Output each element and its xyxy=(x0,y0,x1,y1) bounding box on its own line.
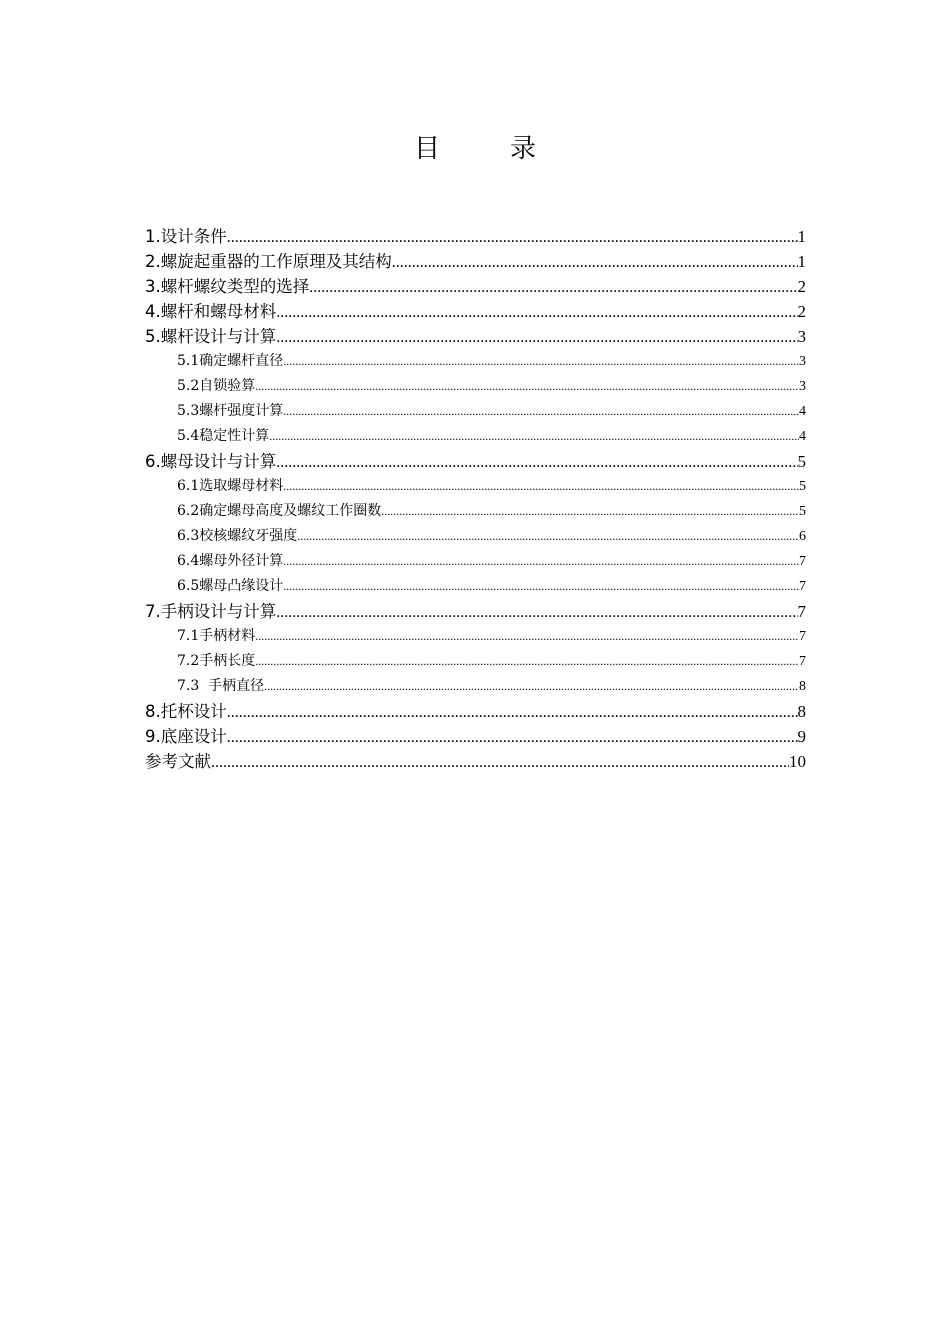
dot-leader xyxy=(276,599,797,624)
toc-entry-number: 6. xyxy=(145,452,161,471)
page-title: 目 录 xyxy=(413,134,558,164)
toc-entry-label: 校核螺纹牙强度 xyxy=(199,528,298,544)
toc-entry-label: 参考文献 xyxy=(145,752,211,771)
toc-entry-number: 3. xyxy=(145,277,161,296)
toc-entry-number: 5.1 xyxy=(177,353,200,369)
toc-entry[interactable] xyxy=(145,324,806,349)
toc-entry-number: 2. xyxy=(145,252,161,271)
dot-leader xyxy=(227,224,798,249)
toc-entry-page: 7 xyxy=(799,629,806,644)
dot-leader xyxy=(283,549,799,574)
dot-leader xyxy=(255,374,799,399)
dot-leader xyxy=(283,399,799,424)
toc-entry[interactable] xyxy=(145,274,806,299)
toc-subentry[interactable] xyxy=(145,399,806,424)
toc-subentry[interactable] xyxy=(145,574,806,599)
toc-entry-page: 6 xyxy=(799,529,806,544)
toc-subentry[interactable] xyxy=(145,499,806,524)
toc-entry-label: 设计条件 xyxy=(160,227,227,246)
toc-entry-page: 2 xyxy=(797,302,806,321)
toc-entry-page: 8 xyxy=(797,702,806,721)
dot-leader xyxy=(227,699,798,724)
toc-entry-number: 7.1 xyxy=(177,628,200,644)
toc-entry-page: 1 xyxy=(797,252,806,271)
toc-entry[interactable] xyxy=(145,724,806,749)
toc-subentry[interactable] xyxy=(145,549,806,574)
toc-entry-label: 手柄长度 xyxy=(199,653,256,669)
toc-entry-page: 2 xyxy=(797,277,806,296)
toc-entry-number: 9. xyxy=(145,727,161,746)
dot-leader xyxy=(381,499,799,524)
toc-entry-label: 螺母外径计算 xyxy=(199,553,284,569)
toc-subentry[interactable] xyxy=(145,649,806,674)
toc-entry-label: 螺杆设计与计算 xyxy=(160,327,277,346)
toc-entry-number: 6.3 xyxy=(177,528,200,544)
toc-entry-page: 7 xyxy=(799,554,806,569)
dot-leader xyxy=(211,749,789,774)
toc-subentry[interactable] xyxy=(145,349,806,374)
toc-entry-label: 螺母设计与计算 xyxy=(160,452,277,471)
toc-entry-label: 自锁验算 xyxy=(199,378,256,394)
toc-entry-page: 3 xyxy=(799,354,806,369)
toc-subentry[interactable] xyxy=(145,674,806,699)
dot-leader xyxy=(283,574,799,599)
toc-entry-number: 5.3 xyxy=(177,403,200,419)
dot-leader xyxy=(283,349,799,374)
toc-subentry[interactable] xyxy=(145,624,806,649)
toc-entry-number: 5. xyxy=(145,327,161,346)
toc-entry[interactable] xyxy=(145,599,806,624)
toc-entry-number: 6.5 xyxy=(177,578,200,594)
toc-entry-label: 螺旋起重器的工作原理及其结构 xyxy=(160,252,392,271)
toc-entry-page: 7 xyxy=(799,654,806,669)
toc-entry-page: 3 xyxy=(799,379,806,394)
toc-entry[interactable] xyxy=(145,699,806,724)
table-of-contents xyxy=(145,224,806,774)
toc-entry-page: 8 xyxy=(799,679,806,694)
toc-entry-label: 确定螺杆直径 xyxy=(199,353,284,369)
toc-entry[interactable] xyxy=(145,299,806,324)
toc-entry[interactable] xyxy=(145,249,806,274)
toc-entry-label: 手柄材料 xyxy=(199,628,256,644)
dot-leader xyxy=(283,474,799,499)
toc-entry-label: 底座设计 xyxy=(160,727,227,746)
toc-subentry[interactable] xyxy=(145,424,806,449)
toc-entry-label: 手柄设计与计算 xyxy=(160,602,277,621)
toc-entry-page: 9 xyxy=(797,727,806,746)
dot-leader xyxy=(309,274,797,299)
toc-entry-number: 7.3 xyxy=(177,678,209,694)
toc-entry-page: 7 xyxy=(799,579,806,594)
toc-entry-page: 4 xyxy=(799,404,806,419)
toc-entry-number: 7. xyxy=(145,602,161,621)
toc-entry-label: 螺杆强度计算 xyxy=(199,403,284,419)
toc-entry[interactable] xyxy=(145,749,806,774)
dot-leader xyxy=(269,424,799,449)
toc-entry-page: 7 xyxy=(797,602,806,621)
toc-subentry[interactable] xyxy=(145,374,806,399)
dot-leader xyxy=(297,524,799,549)
dot-leader xyxy=(276,449,797,474)
toc-entry-number: 4. xyxy=(145,302,161,321)
toc-entry-label: 确定螺母高度及螺纹工作圈数 xyxy=(199,503,382,519)
dot-leader xyxy=(276,324,797,349)
toc-entry-number: 1. xyxy=(145,227,161,246)
toc-entry-number: 8. xyxy=(145,702,161,721)
dot-leader xyxy=(227,724,798,749)
toc-entry[interactable] xyxy=(145,224,806,249)
toc-entry-page: 10 xyxy=(789,752,806,771)
toc-entry-number: 7.2 xyxy=(177,653,200,669)
toc-entry-number: 5.4 xyxy=(177,428,200,444)
toc-entry-label: 托杯设计 xyxy=(160,702,227,721)
toc-entry-page: 5 xyxy=(799,504,806,519)
toc-entry-page: 1 xyxy=(797,227,806,246)
toc-entry-number: 6.1 xyxy=(177,478,200,494)
dot-leader xyxy=(255,649,799,674)
dot-leader xyxy=(392,249,798,274)
toc-entry-label: 手柄直径 xyxy=(208,678,265,694)
toc-entry-label: 选取螺母材料 xyxy=(199,478,284,494)
toc-entry-label: 螺杆螺纹类型的选择 xyxy=(160,277,310,296)
toc-entry[interactable] xyxy=(145,449,806,474)
toc-entry-label: 螺杆和螺母材料 xyxy=(160,302,277,321)
toc-entry-page: 5 xyxy=(797,452,806,471)
dot-leader xyxy=(255,624,799,649)
toc-entry-number: 5.2 xyxy=(177,378,200,394)
toc-entry-page: 3 xyxy=(797,327,806,346)
dot-leader xyxy=(264,674,799,699)
toc-entry-page: 5 xyxy=(799,479,806,494)
toc-entry-number: 6.2 xyxy=(177,503,200,519)
toc-entry-number: 6.4 xyxy=(177,553,200,569)
toc-subentry[interactable] xyxy=(145,474,806,499)
toc-entry-label: 稳定性计算 xyxy=(199,428,270,444)
toc-subentry[interactable] xyxy=(145,524,806,549)
dot-leader xyxy=(276,299,797,324)
toc-entry-page: 4 xyxy=(799,429,806,444)
toc-entry-label: 螺母凸缘设计 xyxy=(199,578,284,594)
